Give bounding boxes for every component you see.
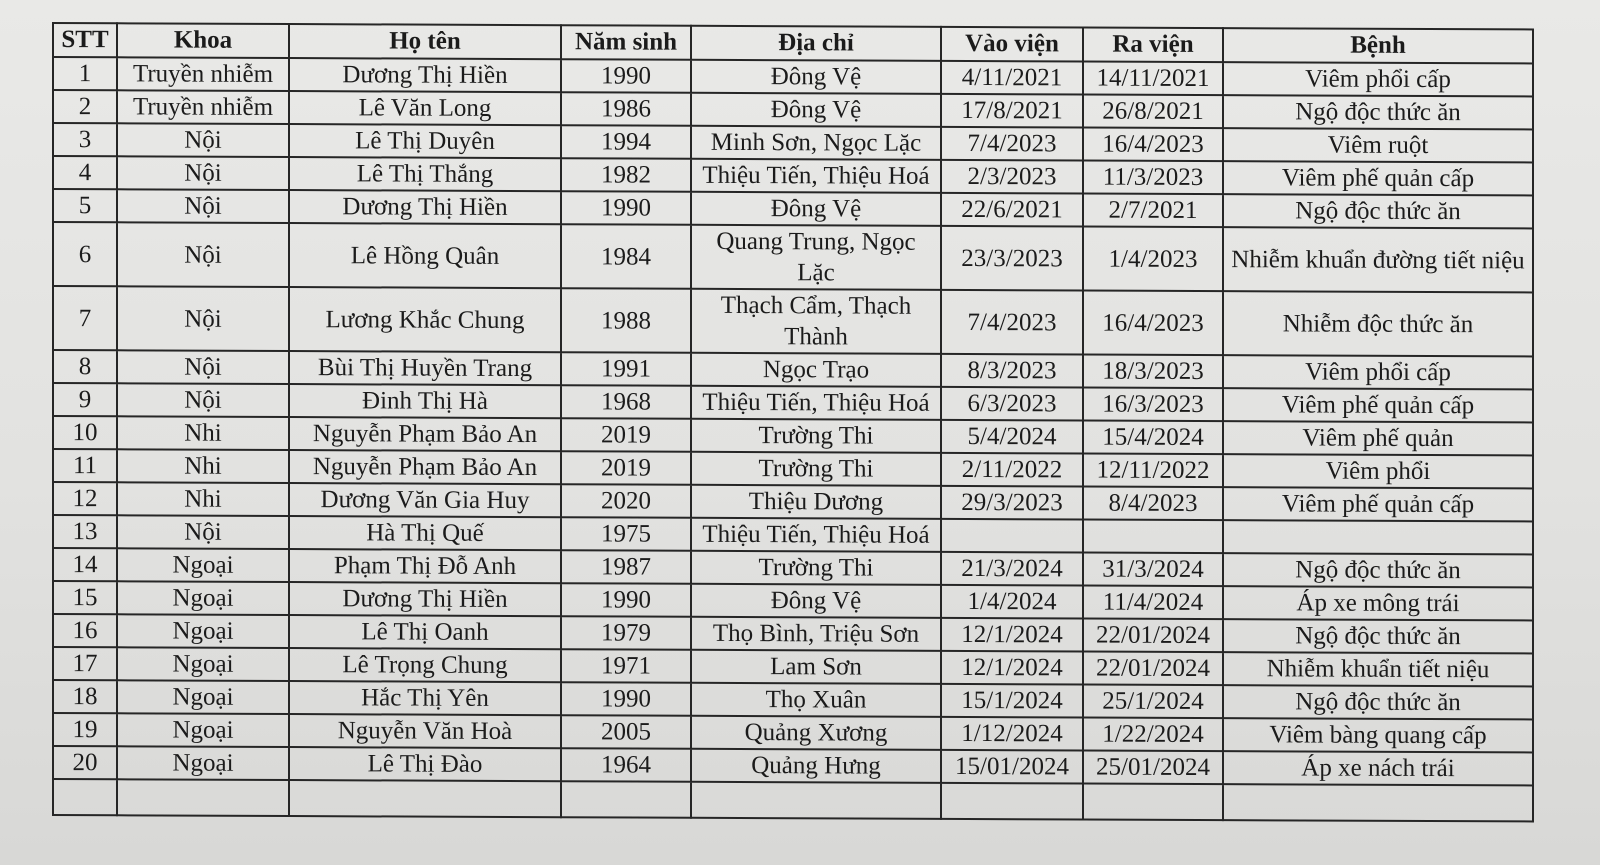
cell-stt: 1 — [53, 57, 117, 90]
cell-khoa: Truyền nhiễm — [117, 90, 289, 124]
cell-ra-vien — [1083, 519, 1223, 553]
cell-ho-ten: Phạm Thị Đỗ Anh — [289, 549, 561, 583]
cell-nam-sinh: 2005 — [561, 715, 691, 749]
cell-nam-sinh: 2019 — [561, 451, 691, 485]
cell-dia-chi: Quang Trung, Ngọc Lặc — [691, 225, 941, 290]
cell-ho-ten: Hắc Thị Yên — [289, 681, 561, 715]
cell-khoa: Truyền nhiễm — [117, 57, 289, 91]
cell-khoa: Ngoại — [117, 614, 289, 648]
cell-khoa: Nội — [117, 286, 289, 351]
cell-khoa: Nhi — [117, 449, 289, 483]
cell-vao-vien — [941, 519, 1083, 553]
cell-stt: 3 — [53, 123, 117, 156]
cell-nam-sinh: 1990 — [561, 191, 691, 225]
cell-stt: 6 — [53, 222, 117, 286]
cell-khoa: Nhi — [117, 416, 289, 450]
cell-dia-chi: Trường Thi — [691, 419, 941, 453]
cell-vao-vien: 2/11/2022 — [941, 453, 1083, 487]
cell-stt: 16 — [53, 614, 117, 647]
cell-vao-vien: 15/1/2024 — [941, 684, 1083, 718]
cell-vao-vien: 29/3/2023 — [941, 486, 1083, 520]
cell-benh: Nhiễm khuẩn tiết niệu — [1223, 652, 1533, 686]
cell-khoa: Nội — [117, 383, 289, 417]
cell-stt: 15 — [53, 581, 117, 614]
empty-cell — [941, 783, 1083, 820]
cell-khoa: Ngoại — [117, 680, 289, 714]
cell-stt: 10 — [53, 416, 117, 449]
header-benh: Bệnh — [1223, 28, 1533, 63]
cell-stt: 8 — [53, 350, 117, 383]
header-dia-chi: Địa chỉ — [691, 26, 941, 61]
cell-dia-chi: Thọ Xuân — [691, 683, 941, 717]
cell-ra-vien: 1/22/2024 — [1083, 717, 1223, 751]
cell-benh: Viêm phế quản — [1223, 421, 1533, 455]
header-ho-ten: Họ tên — [289, 24, 561, 59]
cell-khoa: Nội — [117, 222, 289, 287]
cell-ra-vien: 31/3/2024 — [1083, 552, 1223, 586]
cell-nam-sinh: 1986 — [561, 92, 691, 126]
cell-benh: Ngộ độc thức ăn — [1223, 194, 1533, 228]
empty-row — [53, 779, 1533, 821]
cell-vao-vien: 2/3/2023 — [941, 160, 1083, 194]
empty-cell — [691, 782, 941, 819]
cell-stt: 2 — [53, 90, 117, 123]
cell-benh: Ngộ độc thức ăn — [1223, 685, 1533, 719]
cell-dia-chi: Đông Vệ — [691, 93, 941, 127]
patient-records-table — [52, 22, 1534, 822]
cell-vao-vien: 7/4/2023 — [941, 127, 1083, 161]
cell-dia-chi: Thạch Cẩm, Thạch Thành — [691, 289, 941, 354]
cell-vao-vien: 17/8/2021 — [941, 94, 1083, 128]
cell-nam-sinh: 2019 — [561, 418, 691, 452]
cell-stt: 5 — [53, 189, 117, 222]
cell-dia-chi: Đông Vệ — [691, 584, 941, 618]
cell-ra-vien: 14/11/2021 — [1083, 61, 1223, 95]
cell-benh: Viêm phế quản cấp — [1223, 161, 1533, 195]
cell-ra-vien: 11/3/2023 — [1083, 160, 1223, 194]
cell-dia-chi: Minh Sơn, Ngọc Lặc — [691, 126, 941, 160]
cell-nam-sinh: 1964 — [561, 748, 691, 782]
cell-nam-sinh: 1990 — [561, 59, 691, 93]
cell-benh: Nhiễm độc thức ăn — [1223, 291, 1533, 356]
cell-ho-ten: Nguyễn Văn Hoà — [289, 714, 561, 748]
cell-ra-vien: 16/3/2023 — [1083, 387, 1223, 421]
empty-cell — [117, 779, 289, 816]
cell-vao-vien: 6/3/2023 — [941, 387, 1083, 421]
cell-stt: 14 — [53, 548, 117, 581]
header-khoa: Khoa — [117, 23, 289, 58]
cell-benh: Viêm ruột — [1223, 128, 1533, 162]
cell-ra-vien: 22/01/2024 — [1083, 651, 1223, 685]
empty-cell — [561, 781, 691, 818]
cell-ho-ten: Dương Thị Hiền — [289, 190, 561, 224]
cell-nam-sinh: 1988 — [561, 288, 691, 353]
cell-benh: Viêm phế quản cấp — [1223, 487, 1533, 521]
cell-khoa: Nội — [117, 350, 289, 384]
cell-vao-vien: 12/1/2024 — [941, 618, 1083, 652]
cell-vao-vien: 23/3/2023 — [941, 226, 1083, 291]
cell-dia-chi: Thiệu Dương — [691, 485, 941, 519]
cell-khoa: Ngoại — [117, 581, 289, 615]
cell-benh: Viêm phổi cấp — [1223, 355, 1533, 389]
cell-nam-sinh: 1990 — [561, 583, 691, 617]
cell-vao-vien: 8/3/2023 — [941, 354, 1083, 388]
empty-cell — [289, 780, 561, 817]
cell-vao-vien: 1/12/2024 — [941, 717, 1083, 751]
cell-benh: Viêm bàng quang cấp — [1223, 718, 1533, 752]
cell-ra-vien: 18/3/2023 — [1083, 354, 1223, 388]
cell-stt: 18 — [53, 680, 117, 713]
cell-nam-sinh: 1982 — [561, 158, 691, 192]
header-stt: STT — [53, 23, 117, 57]
cell-stt: 7 — [53, 286, 117, 350]
cell-ho-ten: Hà Thị Quế — [289, 516, 561, 550]
cell-ho-ten: Bùi Thị Huyền Trang — [289, 351, 561, 385]
cell-khoa: Nội — [117, 189, 289, 223]
cell-stt: 12 — [53, 482, 117, 515]
cell-khoa: Nội — [117, 515, 289, 549]
table-row — [53, 222, 1533, 292]
cell-vao-vien: 22/6/2021 — [941, 193, 1083, 227]
cell-ho-ten: Lê Thị Thắng — [289, 157, 561, 191]
cell-dia-chi: Đông Vệ — [691, 192, 941, 226]
cell-nam-sinh: 1975 — [561, 517, 691, 551]
cell-benh: Ngộ độc thức ăn — [1223, 95, 1533, 129]
cell-benh: Viêm phổi cấp — [1223, 62, 1533, 96]
cell-khoa: Ngoại — [117, 746, 289, 780]
empty-cell — [1223, 784, 1533, 821]
cell-vao-vien: 4/11/2021 — [941, 61, 1083, 95]
empty-cell — [1083, 783, 1223, 820]
cell-ho-ten: Đinh Thị Hà — [289, 384, 561, 418]
cell-stt: 17 — [53, 647, 117, 680]
cell-ra-vien: 1/4/2023 — [1083, 226, 1223, 291]
cell-nam-sinh: 1987 — [561, 550, 691, 584]
cell-ra-vien: 12/11/2022 — [1083, 453, 1223, 487]
cell-vao-vien: 15/01/2024 — [941, 750, 1083, 784]
cell-ra-vien: 16/4/2023 — [1083, 127, 1223, 161]
cell-stt: 11 — [53, 449, 117, 482]
cell-benh: Áp xe mông trái — [1223, 586, 1533, 620]
cell-ho-ten: Lê Văn Long — [289, 91, 561, 125]
table-body — [53, 57, 1533, 821]
header-ra-vien: Ra viện — [1083, 27, 1223, 62]
cell-ho-ten: Lương Khắc Chung — [289, 287, 561, 352]
cell-ho-ten: Dương Văn Gia Huy — [289, 483, 561, 517]
table-row — [53, 286, 1533, 356]
cell-dia-chi: Ngọc Trạo — [691, 353, 941, 387]
header-nam-sinh: Năm sinh — [561, 25, 691, 60]
cell-benh: Nhiễm khuẩn đường tiết niệu — [1223, 227, 1533, 292]
cell-ra-vien: 8/4/2023 — [1083, 486, 1223, 520]
cell-dia-chi: Quảng Xương — [691, 716, 941, 750]
cell-nam-sinh: 2020 — [561, 484, 691, 518]
cell-ho-ten: Lê Hồng Quân — [289, 223, 561, 288]
cell-dia-chi: Thọ Bình, Triệu Sơn — [691, 617, 941, 651]
cell-ra-vien: 2/7/2021 — [1083, 193, 1223, 227]
cell-dia-chi: Trường Thi — [691, 551, 941, 585]
cell-khoa: Nhi — [117, 482, 289, 516]
cell-ho-ten: Lê Thị Đào — [289, 747, 561, 781]
cell-ho-ten: Dương Thị Hiền — [289, 58, 561, 92]
cell-ho-ten: Nguyễn Phạm Bảo An — [289, 417, 561, 451]
cell-benh — [1223, 520, 1533, 554]
empty-cell — [53, 779, 117, 815]
cell-ra-vien: 26/8/2021 — [1083, 94, 1223, 128]
cell-ho-ten: Lê Thị Duyên — [289, 124, 561, 158]
cell-dia-chi: Quảng Hưng — [691, 749, 941, 783]
cell-ra-vien: 11/4/2024 — [1083, 585, 1223, 619]
cell-stt: 20 — [53, 746, 117, 779]
cell-ra-vien: 25/01/2024 — [1083, 750, 1223, 784]
cell-nam-sinh: 1994 — [561, 125, 691, 159]
cell-khoa: Nội — [117, 123, 289, 157]
cell-ra-vien: 22/01/2024 — [1083, 618, 1223, 652]
cell-ra-vien: 15/4/2024 — [1083, 420, 1223, 454]
cell-dia-chi: Đông Vệ — [691, 60, 941, 94]
cell-khoa: Ngoại — [117, 548, 289, 582]
cell-ra-vien: 16/4/2023 — [1083, 290, 1223, 355]
cell-stt: 19 — [53, 713, 117, 746]
cell-ra-vien: 25/1/2024 — [1083, 684, 1223, 718]
cell-nam-sinh: 1991 — [561, 352, 691, 386]
cell-vao-vien: 12/1/2024 — [941, 651, 1083, 685]
cell-ho-ten: Lê Thị Oanh — [289, 615, 561, 649]
cell-khoa: Ngoại — [117, 647, 289, 681]
cell-stt: 13 — [53, 515, 117, 548]
cell-vao-vien: 1/4/2024 — [941, 585, 1083, 619]
cell-stt: 9 — [53, 383, 117, 416]
cell-vao-vien: 7/4/2023 — [941, 290, 1083, 355]
cell-vao-vien: 21/3/2024 — [941, 552, 1083, 586]
cell-benh: Ngộ độc thức ăn — [1223, 553, 1533, 587]
cell-ho-ten: Nguyễn Phạm Bảo An — [289, 450, 561, 484]
cell-nam-sinh: 1990 — [561, 682, 691, 716]
cell-khoa: Ngoại — [117, 713, 289, 747]
cell-dia-chi: Thiệu Tiến, Thiệu Hoá — [691, 386, 941, 420]
cell-dia-chi: Trường Thi — [691, 452, 941, 486]
cell-dia-chi: Lam Sơn — [691, 650, 941, 684]
cell-dia-chi: Thiệu Tiến, Thiệu Hoá — [691, 159, 941, 193]
cell-benh: Viêm phế quản cấp — [1223, 388, 1533, 422]
patient-records-sheet — [52, 22, 1532, 822]
cell-ho-ten: Dương Thị Hiền — [289, 582, 561, 616]
cell-benh: Viêm phổi — [1223, 454, 1533, 488]
cell-nam-sinh: 1979 — [561, 616, 691, 650]
cell-khoa: Nội — [117, 156, 289, 190]
cell-nam-sinh: 1971 — [561, 649, 691, 683]
cell-vao-vien: 5/4/2024 — [941, 420, 1083, 454]
cell-benh: Áp xe nách trái — [1223, 751, 1533, 785]
cell-dia-chi: Thiệu Tiến, Thiệu Hoá — [691, 518, 941, 552]
cell-benh: Ngộ độc thức ăn — [1223, 619, 1533, 653]
cell-nam-sinh: 1984 — [561, 224, 691, 289]
cell-stt: 4 — [53, 156, 117, 189]
header-vao-vien: Vào viện — [941, 27, 1083, 62]
cell-nam-sinh: 1968 — [561, 385, 691, 419]
cell-ho-ten: Lê Trọng Chung — [289, 648, 561, 682]
